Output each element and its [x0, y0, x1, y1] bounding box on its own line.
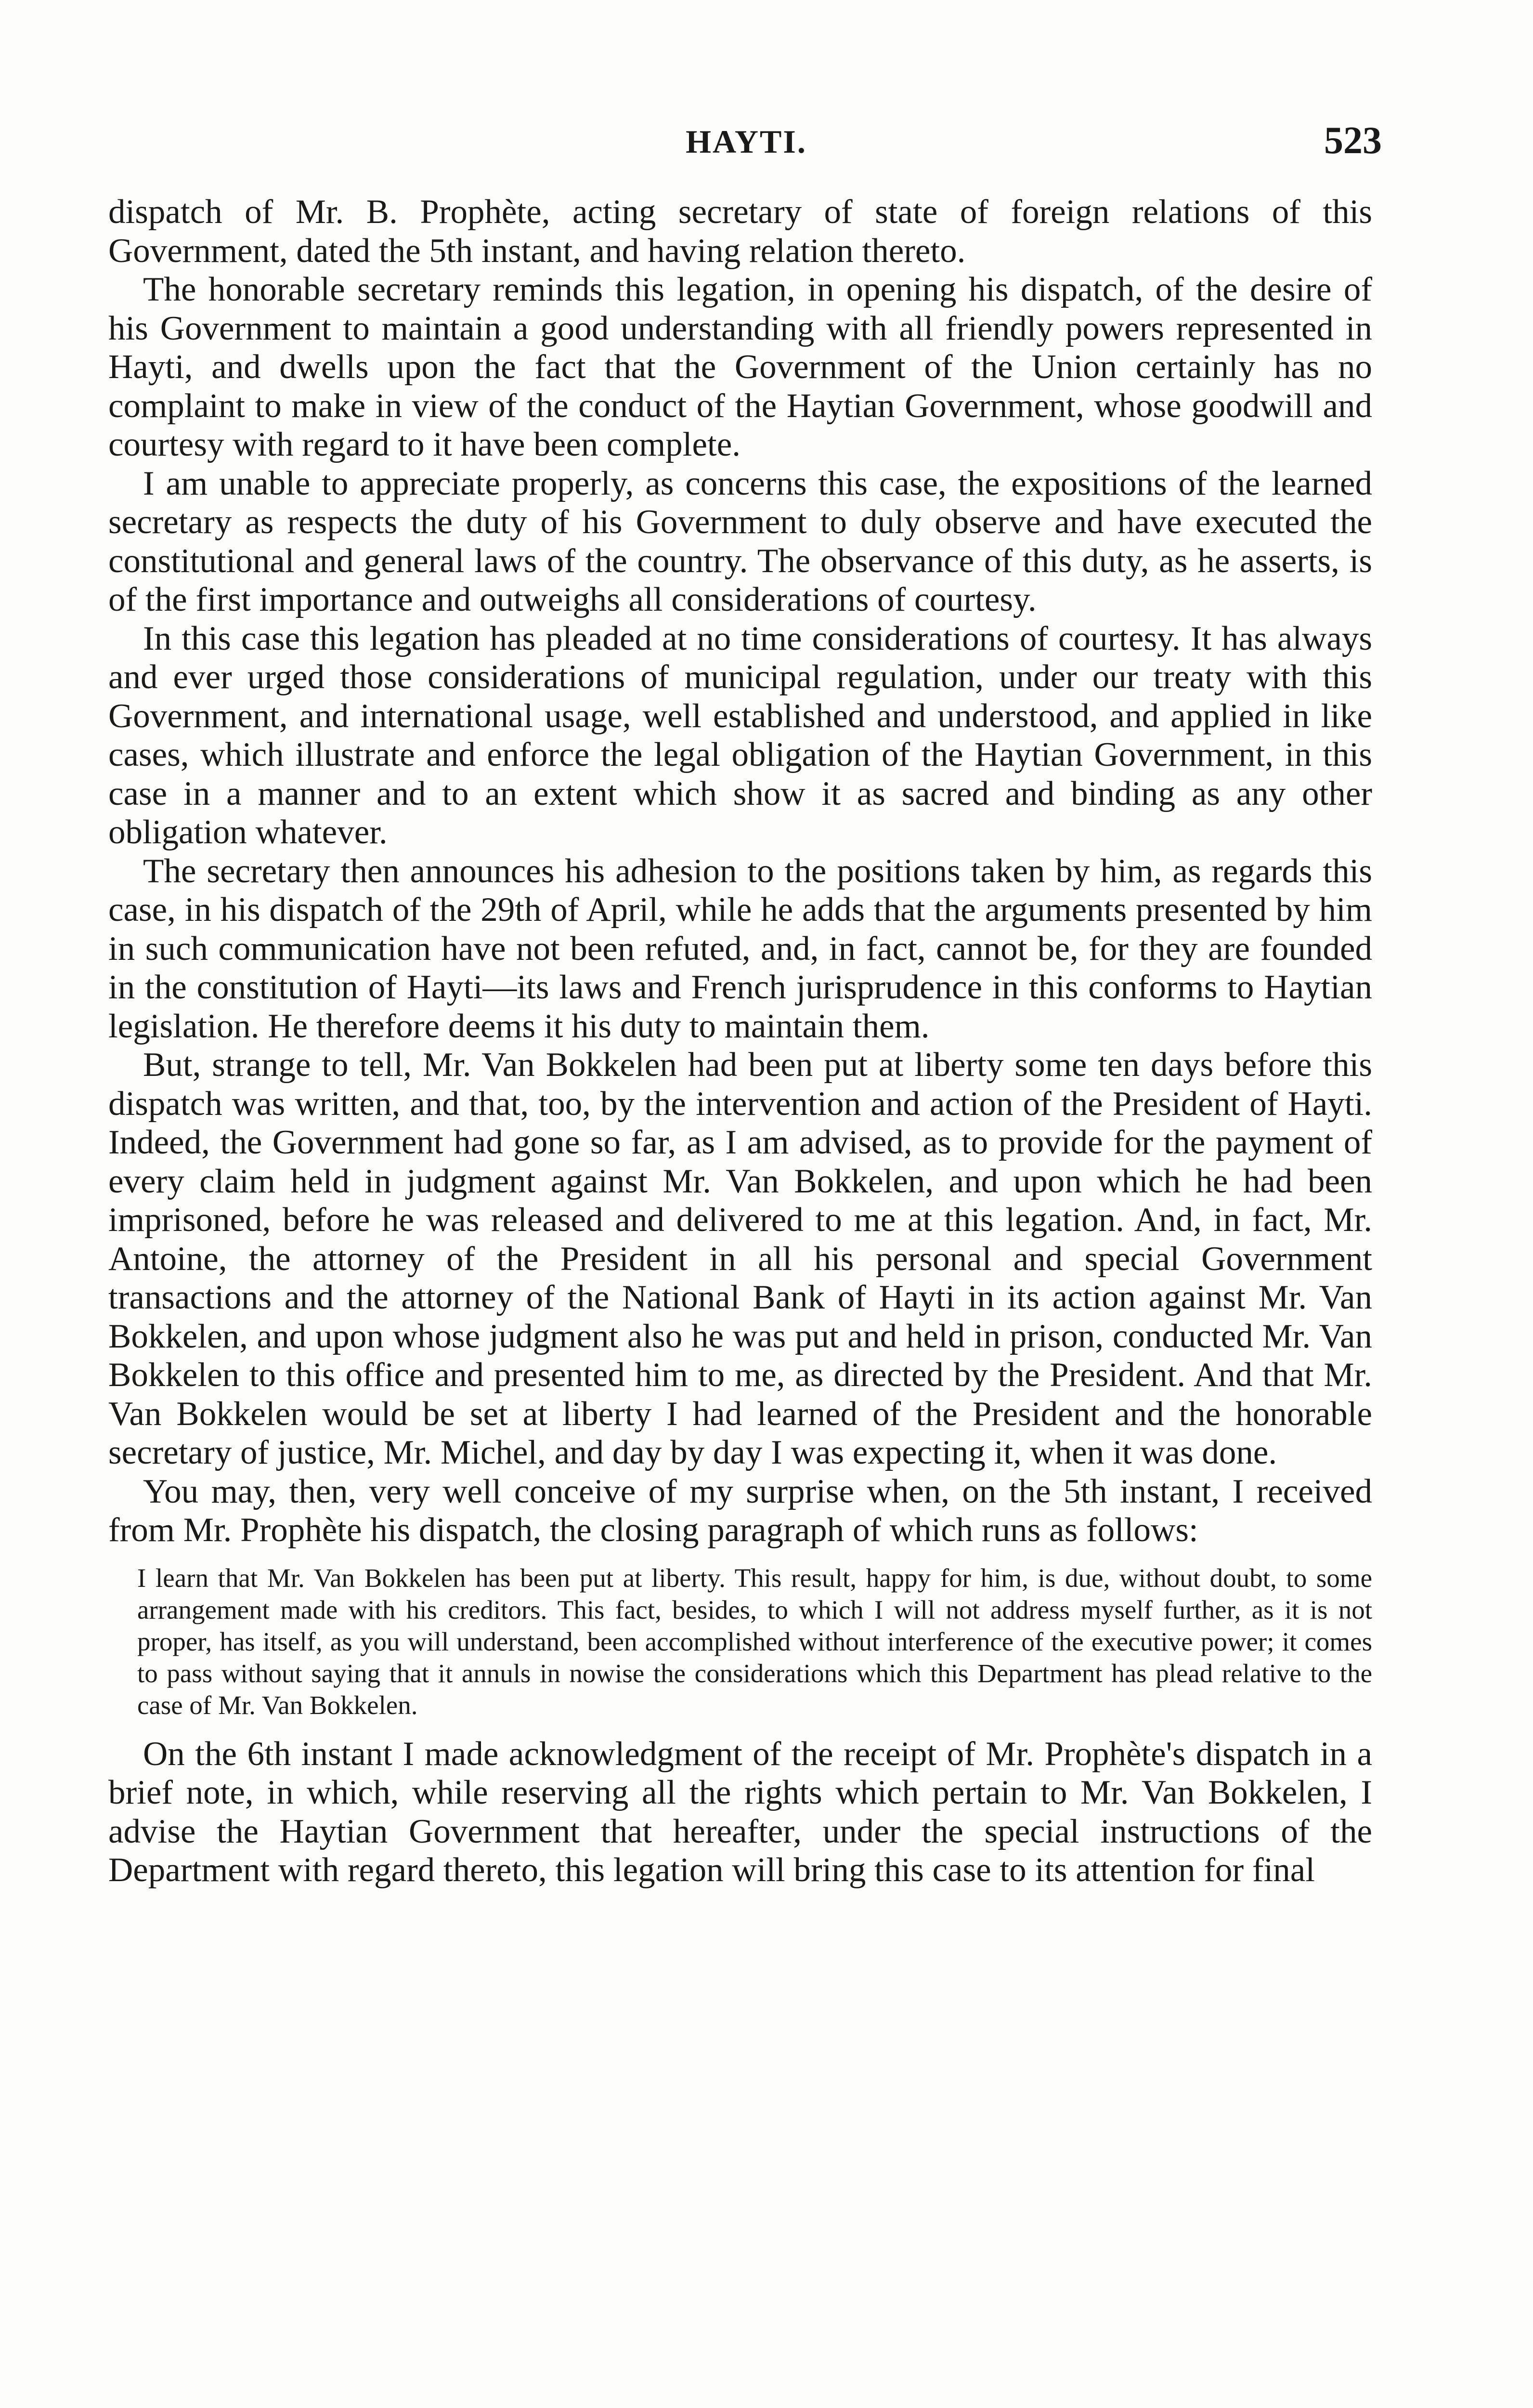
- block-quote: I learn that Mr. Van Bokkelen has been put at liberty. This result, happy for him, is due, without doubt, to some arrangement made with his creditors. This fact, besides, to which I will not address myself further, as it is not proper, has itself, as you will understand, been accomplished without interference of the executive power; it comes to pass without saying that it annuls in nowise the considerations which this Department has plead relative to the case of Mr. Van Bokkelen.: [137, 1563, 1372, 1720]
- page-header: [111, 119, 1382, 166]
- paragraph-continued: dispatch of Mr. B. Prophète, acting secretary of state of foreign relations of this Government, dated the 5th instant, and having relation thereto.: [108, 193, 1372, 270]
- paragraph: You may, then, very well conceive of my surprise when, on the 5th instant, I received from Mr. Prophète his dispatch, the closing paragraph of which runs as follows:: [108, 1472, 1372, 1549]
- paragraph: The honorable secretary reminds this legation, in opening his dispatch, of the desire of his Government to maintain a good understanding with all friendly powers represented in Hayti, and dwells upon the fact that the Government of the Union certainly has no complaint to make in view of the conduct of the Haytian Government, whose goodwill and courtesy with regard to it have been complete.: [108, 271, 1372, 463]
- running-title: HAYTI.: [686, 123, 807, 160]
- paragraph: I am unable to appreciate properly, as concerns this case, the expositions of the learned secretary as respects the duty of his Government to duly observe and have executed the constitutional and general laws of the country. The observance of this duty, as he asserts, is of the first importance and outweighs all considerations of courtesy.: [108, 464, 1372, 618]
- body-text: [108, 193, 1372, 1890]
- paragraph: The secretary then announces his adhesion to the positions taken by him, as regards this case, in his dispatch of the 29th of April, while he adds that the arguments presented by him in such communication have not been refuted, and, in fact, cannot be, for they are founded in the constitution of Hayti—its laws and French jurisprudence in this conforms to Haytian legislation. He therefore deems it his duty to maintain them.: [108, 852, 1372, 1045]
- page-number: 523: [1324, 119, 1382, 162]
- paragraph-final: On the 6th instant I made acknowledgment of the receipt of Mr. Prophète's dispatch in a brief note, in which, while reserving all the rights which pertain to Mr. Van Bokkelen, I advise the Haytian Government that hereafter, under the special instructions of the Department with regard thereto, this legation will bring this case to its attention for final: [108, 1735, 1372, 1889]
- paragraph: But, strange to tell, Mr. Van Bokkelen had been put at liberty some ten days before this dispatch was written, and that, too, by the intervention and action of the President of Hayti. Indeed, the Government had gone so far, as I am advised, as to provide for the payment of every claim held in judgment against Mr. Van Bokkelen, and upon which he had been imprisoned, before he was released and delivered to me at this legation. And, in fact, Mr. Antoine, the attorney of the President in all his personal and special Government transactions and the attorney of the National Bank of Hayti in its action against Mr. Van Bokkelen, and upon whose judgment also he was put and held in prison, conducted Mr. Van Bokkelen to this office and presented him to me, as directed by the President. And that Mr. Van Bokkelen would be set at liberty I had learned of the President and the honorable secretary of justice, Mr. Michel, and day by day I was expecting it, when it was done.: [108, 1046, 1372, 1471]
- paragraph: In this case this legation has pleaded at no time considerations of courtesy. It has always and ever urged those considerations of municipal regulation, under our treaty with this Government, and international usage, well established and understood, and applied in like cases, which illustrate and enforce the legal obligation of the Haytian Government, in this case in a manner and to an extent which show it as sacred and binding as any other obligation whatever.: [108, 619, 1372, 851]
